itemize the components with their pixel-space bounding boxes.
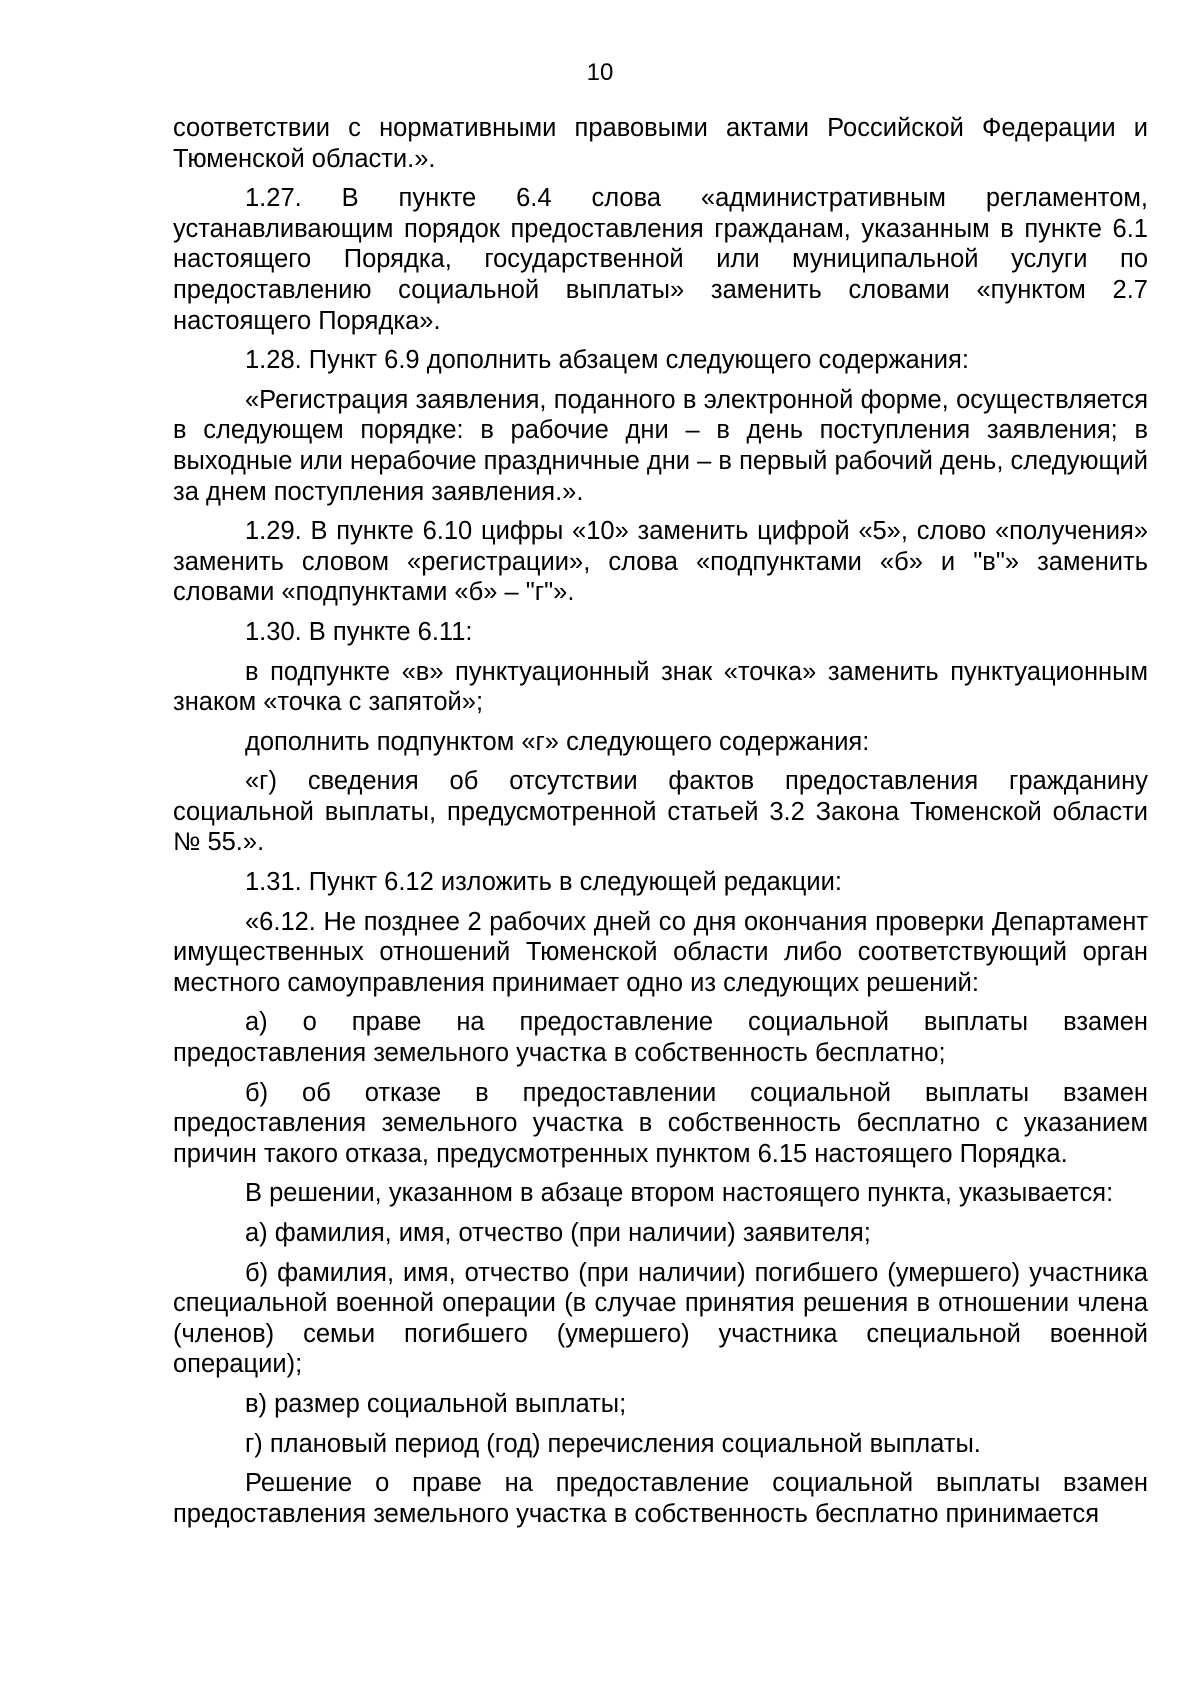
paragraph-list-b: б) фамилия, имя, отчество (при наличии) погибшего (умершего) участника специальной военной операции (в случае принятия решения в отношении члена (членов) семьи погибшего (умершего) участника специальной военной операции);: [173, 1258, 1148, 1379]
paragraph-quote-registration: «Регистрация заявления, поданного в электронной форме, осуществляется в следующем порядке: в рабочие дни – в день поступления заявления; в выходные или нерабочие праздничные дни – в первый рабочий день, следующий за днем поступления заявления.».: [173, 385, 1148, 506]
paragraph-subitem-v: в подпункте «в» пунктуационный знак «точка» заменить пунктуационным знаком «точка с запятой»;: [173, 657, 1148, 717]
paragraph-decision-b: б) об отказе в предоставлении социальной выплаты взамен предоставления земельного участка в собственность бесплатно с указанием причин такого отказа, предусмотренных пунктом 6.15 настоящего Порядка.: [173, 1078, 1148, 1168]
paragraph-continuation: соответствии с нормативными правовыми актами Российской Федерации и Тюменской области.».: [173, 114, 1148, 173]
paragraph-decision-contents: В решении, указанном в абзаце втором настоящего пункта, указывается:: [245, 1179, 1114, 1208]
paragraph-item-1-31: 1.31. Пункт 6.12 изложить в следующей редакции:: [245, 868, 842, 897]
paragraph-add-subitem-g: дополнить подпунктом «г» следующего содержания:: [245, 727, 870, 756]
paragraph-item-1-30: 1.30. В пункте 6.11:: [245, 617, 473, 646]
paragraph-list-a: а) фамилия, имя, отчество (при наличии) заявителя;: [245, 1219, 871, 1247]
paragraph-quote-6-12: «6.12. Не позднее 2 рабочих дней со дня окончания проверки Департамент имущественных отношений Тюменской области либо соответствующий орган местного самоуправления принимает одно из следующих решений:: [173, 907, 1148, 997]
paragraph-list-v: в) размер социальной выплаты;: [245, 1389, 627, 1418]
paragraph-quote-subitem-g: «г) сведения об отсутствии фактов предоставления гражданину социальной выплаты, предусмотренной статьей 3.2 Закона Тюменской области № 55.».: [173, 767, 1148, 857]
paragraph-item-1-28: 1.28. Пункт 6.9 дополнить абзацем следующего содержания:: [245, 346, 969, 375]
page-number: 10: [586, 59, 614, 86]
document-body: [173, 113, 1148, 1538]
paragraph-decision-final: Решение о праве на предоставление социальной выплаты взамен предоставления земельного участка в собственность бесплатно принимается: [173, 1469, 1148, 1528]
paragraph-item-1-29: 1.29. В пункте 6.10 цифры «10» заменить цифрой «5», слово «получения» заменить словом «регистрации», слова «подпунктами «б» и "в"» заменить словами «подпунктами «б» – "г"».: [173, 517, 1148, 607]
paragraph-decision-a: а) о праве на предоставление социальной выплаты взамен предоставления земельного участка в собственность бесплатно;: [173, 1008, 1148, 1068]
paragraph-item-1-27: 1.27. В пункте 6.4 слова «административным регламентом, устанавливающим порядок предоставления гражданам, указанным в пункте 6.1 настоящего Порядка, государственной или муниципальной услуги по предоставлению социальной выплаты» заменить словами «пунктом 2.7 настоящего Порядка».: [173, 184, 1148, 335]
paragraph-list-g: г) плановый период (год) перечисления социальной выплаты.: [245, 1429, 981, 1458]
